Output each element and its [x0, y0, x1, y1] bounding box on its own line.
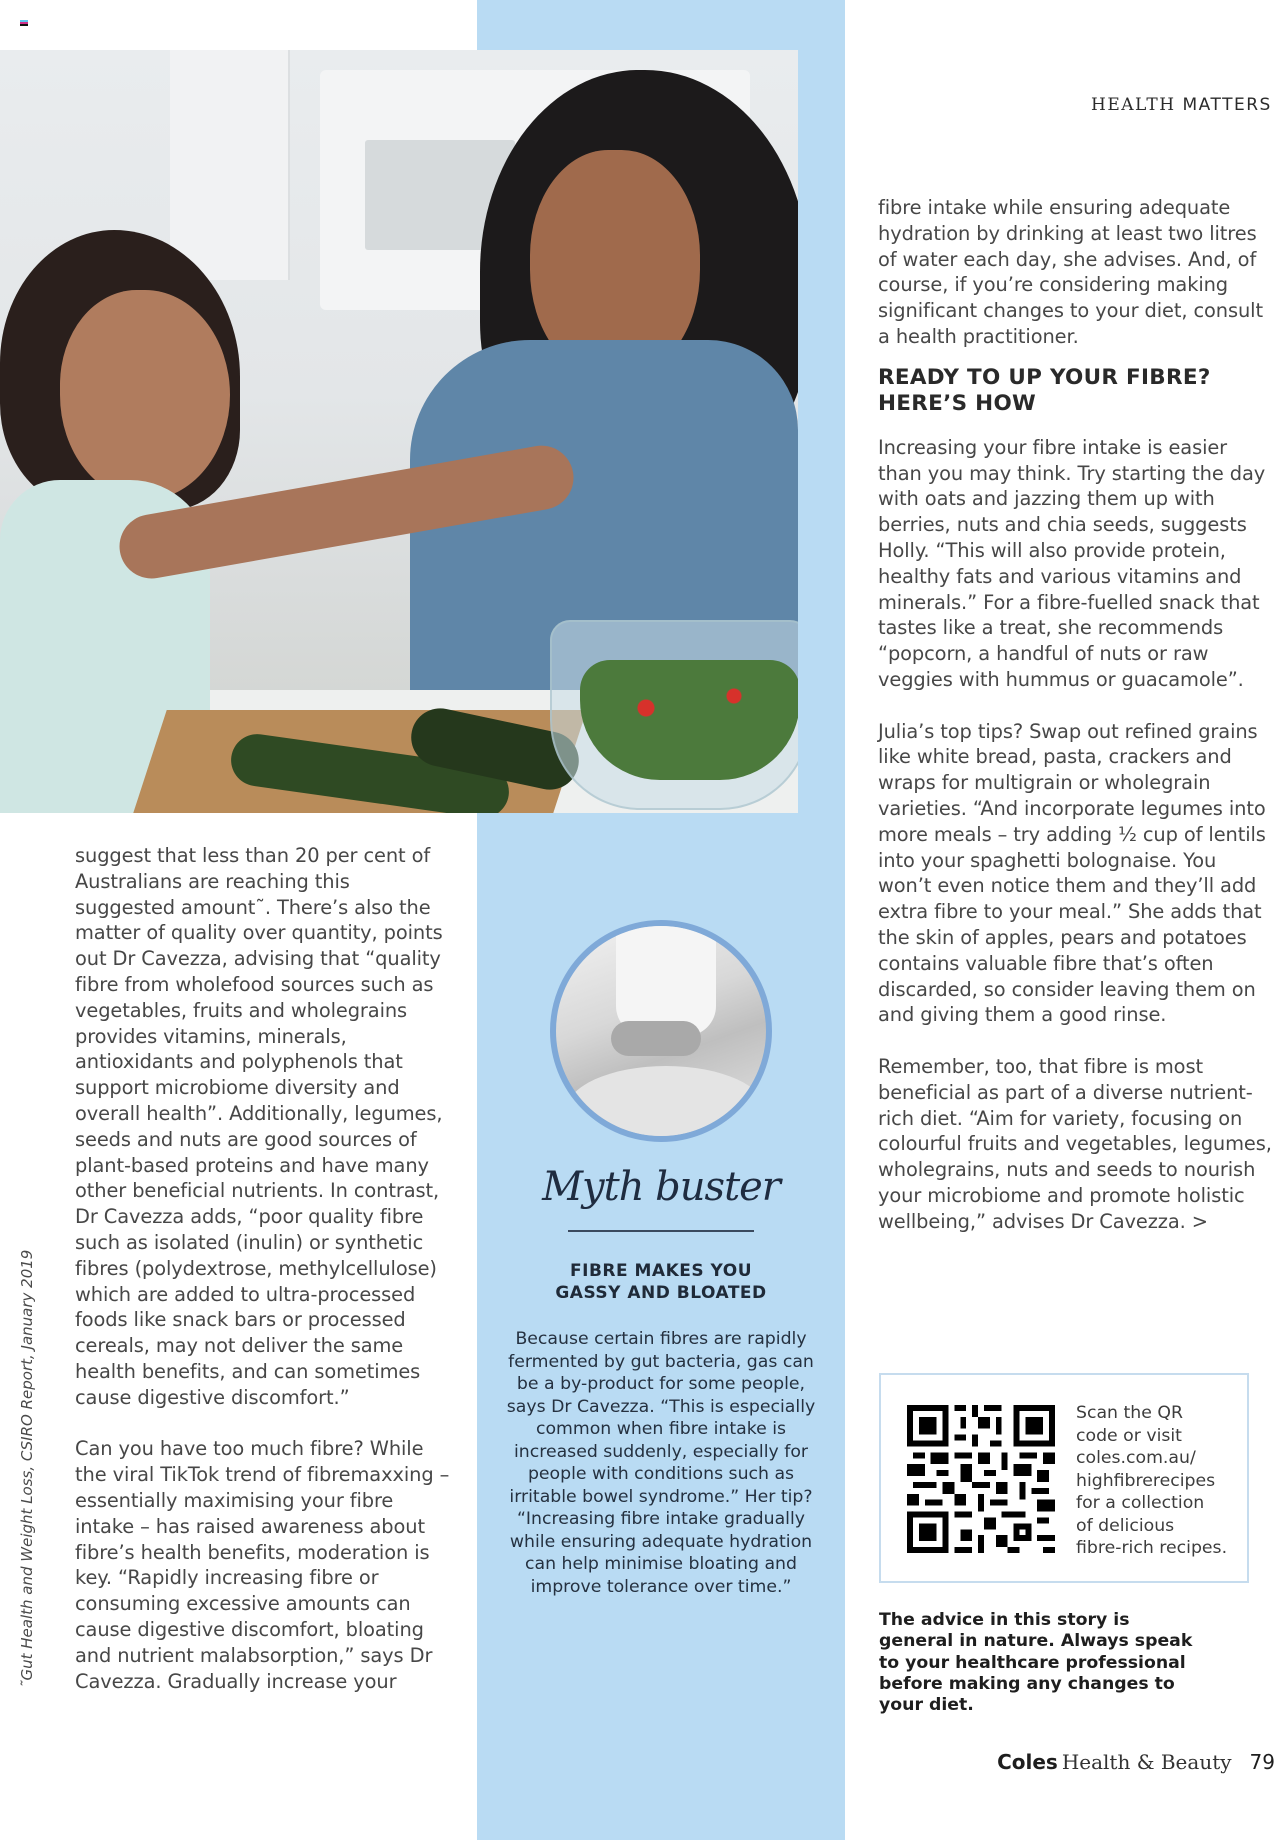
right-article-column: [878, 195, 1273, 1234]
qr-text-line: fibre-rich recipes.: [1076, 1538, 1228, 1558]
qr-text-line: code or visit: [1076, 1425, 1182, 1446]
subheading-line: READY TO UP YOUR FIBRE?: [878, 364, 1211, 390]
section-subheading: [878, 365, 1273, 417]
myth-heading-line: FIBRE MAKES YOU: [570, 1261, 752, 1281]
myth-buster-body: Because certain fibres are rapidly fermented by gut bacteria, gas can be a by-product for some people, says Dr Cavezza. “This is especially common when fibre intake is increased suddenly, especially for people with conditions such as irritable bowel syndrome.” Her tip? “Increasing fibre intake gradually while ensuring adequate hydration can help minimise bloating and improve tolerance over time.”: [506, 1329, 816, 1597]
section-label: [1091, 95, 1272, 115]
qr-link[interactable]: coles.com.au/: [1076, 1448, 1196, 1468]
hero-photo: [0, 50, 798, 813]
qr-callout-box: [879, 1373, 1249, 1583]
article-paragraph: Remember, too, that fibre is most beneficial as part of a diverse nutrient-rich diet. “Aim for variety, focusing on colourful fruits and vegetables, legumes, wholegrains, nuts and seeds to nourish your microbiome and promote holistic wellbeing,” advises Dr Cavezza. >: [878, 1054, 1272, 1233]
article-paragraph: fibre intake while ensuring adequate hydration by drinking at least two litres of water each day, she advises. And, of course, if you’re considering making significant changes to your diet, consult a health practitioner.: [878, 196, 1263, 348]
left-article-column: [75, 843, 455, 1694]
article-paragraph: Increasing your fibre intake is easier than you may think. Try starting the day with oats and jazzing them up with berries, nuts and chia seeds, suggests Holly. “This will also provide protein, healthy fats and various vitamins and minerals.” For a fibre-fuelled snack that tastes like a treat, she recommends “popcorn, a handful of nuts or raw veggies with hummus or guacamole”.: [878, 435, 1266, 691]
photo-girl-face: [60, 290, 230, 500]
section-label-matters: MATTERS: [1182, 95, 1272, 115]
myth-buster-title: Myth buster: [542, 1164, 780, 1210]
article-paragraph: Can you have too much fibre? While the viral TikTok trend of fibremaxxing – essentially maximising your fibre intake – has raised awareness about fibre’s health benefits, moderation is key. “Rapidly increasing fibre or consuming excessive amounts can cause digestive discomfort, bloating and nutrient malabsorption,” says Dr Cavezza. Gradually increase your: [75, 1437, 450, 1693]
myth-heading-line: GASSY AND BLOATED: [555, 1283, 767, 1303]
page-folio: [997, 1750, 1275, 1774]
photo-salad: [580, 660, 798, 780]
myth-buster-photo: [550, 920, 772, 1142]
article-paragraph: suggest that less than 20 per cent of Australians are reaching this suggested amount˜. There’s also the matter of quality over quantity, points out Dr Cavezza, advising that “quality fibre from wholefood sources such as vegetables, fruits and wholegrains provides vitamins, minerals, antioxidants and polyphenols that support microbiome diversity and overall health”. Additionally, legumes, seeds and nuts are good sources of plant-based proteins and have many other beneficial nutrients. In contrast, Dr Cavezza adds, “poor quality fibre such as isolated (inulin) or synthetic fibres (polydextrose, methylcellulose) which are added to ultra-processed foods like snack bars or processed cereals, may not deliver the same health benefits, and can sometimes cause digestive discomfort.”: [75, 844, 443, 1409]
myth-buster-panel: [477, 920, 845, 1598]
qr-text-line: for a collection: [1076, 1493, 1205, 1513]
color-registration-mark-icon: [20, 20, 28, 27]
photo-cabinet: [170, 50, 290, 280]
section-label-health: HEALTH: [1091, 95, 1176, 115]
myth-buster-divider: [568, 1230, 754, 1232]
article-paragraph: Julia’s top tips? Swap out refined grains like white bread, pasta, crackers and wraps for multigrain or wholegrain varieties. “And incorporate legumes into more meals – try adding ½ cup of lentils into your spaghetti bolognaise. You won’t even notice them and they’ll add extra fibre to your meal.” She adds that the skin of apples, pears and potatoes contains valuable fibre that’s often discarded, so consider leaving them on and giving them a good rinse.: [878, 719, 1266, 1027]
myth-buster-heading: [477, 1260, 845, 1304]
qr-link[interactable]: highfibrerecipes: [1076, 1470, 1216, 1491]
qr-text-line: of delicious: [1076, 1515, 1175, 1536]
qr-instructions: [1076, 1402, 1227, 1560]
subheading-line: HERE’S HOW: [878, 390, 1037, 416]
qr-text-line: Scan the QR: [1076, 1403, 1183, 1423]
folio-publication: Health & Beauty: [1061, 1750, 1232, 1774]
source-footnote: ˜Gut Health and Weight Loss, CSIRO Report, January 2019: [18, 1249, 36, 1688]
health-disclaimer: The advice in this story is general in nature. Always speak to your healthcare professional before making any changes to your diet.: [879, 1610, 1193, 1716]
folio-brand: Coles: [997, 1750, 1058, 1774]
qr-code-icon[interactable]: [907, 1405, 1055, 1553]
page-number: 79: [1249, 1750, 1275, 1774]
